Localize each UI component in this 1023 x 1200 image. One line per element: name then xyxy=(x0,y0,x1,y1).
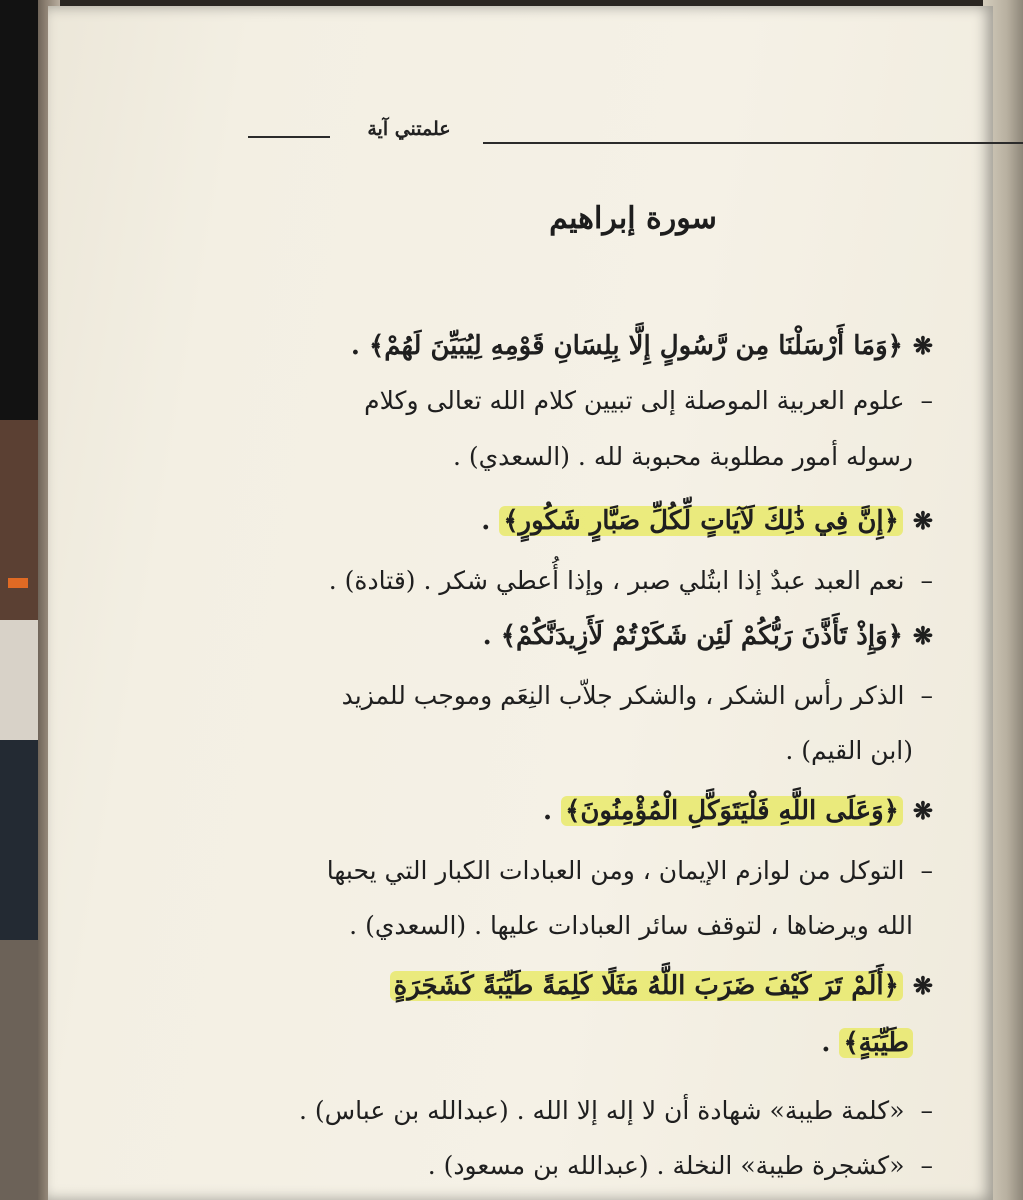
commentary-line xyxy=(183,1151,933,1180)
dash-icon: – xyxy=(920,1151,933,1180)
running-header xyxy=(248,118,1023,148)
verse-line xyxy=(183,971,933,1001)
verse-period: . xyxy=(821,1028,831,1058)
verse-text-highlighted: ﴿إِنَّ فِي ذَٰلِكَ لَآيَاتٍ لِّكُلِّ صَبَّارٍ شَكُورٍ﴾ xyxy=(499,506,903,536)
dash-icon: – xyxy=(920,566,933,595)
commentary-text: نعم العبد عبدٌ إذا ابتُلي صبر ، وإذا أُعطي شكر . (قتادة) . xyxy=(328,566,905,595)
verse-period: . xyxy=(542,796,553,826)
verse-period: . xyxy=(350,331,360,361)
commentary-text: (ابن القيم) . xyxy=(785,736,913,765)
verse-text: ﴿وَإِذْ تَأَذَّنَ رَبُّكُمْ لَئِن شَكَرْتُمْ لَأَزِيدَنَّكُمْ﴾ xyxy=(500,621,903,651)
commentary-line xyxy=(163,736,913,765)
commentary-line xyxy=(183,566,933,595)
verse-bullet-icon: ❋ xyxy=(912,621,933,650)
commentary-line xyxy=(183,386,933,415)
commentary-text: «كلمة طيبة» شهادة أن لا إله إلا الله . (عبدالله بن عباس) . xyxy=(299,1096,905,1125)
dash-icon: – xyxy=(920,681,933,710)
verse-line xyxy=(183,506,933,536)
verse-line xyxy=(183,331,933,361)
dash-icon: – xyxy=(920,1096,933,1125)
surah-title: سورة إبراهيم xyxy=(549,201,717,236)
verse-bullet-icon: ❋ xyxy=(912,796,933,825)
commentary-text: التوكل من لوازم الإيمان ، ومن العبادات الكبار التي يحبها xyxy=(326,856,905,885)
verse-text-highlighted: طَيِّبَةٍ﴾ xyxy=(839,1028,913,1058)
commentary-line xyxy=(163,911,913,940)
commentary-text: «كشجرة طيبة» النخلة . (عبدالله بن مسعود) . xyxy=(427,1151,905,1180)
verse-text-highlighted: ﴿أَلَمْ تَرَ كَيْفَ ضَرَبَ اللَّهُ مَثَلًا كَلِمَةً طَيِّبَةً كَشَجَرَةٍ xyxy=(390,971,903,1001)
verse-bullet-icon: ❋ xyxy=(912,331,933,360)
book-spine xyxy=(0,0,38,420)
dash-icon: – xyxy=(920,386,933,415)
commentary-text: الذكر رأس الشكر ، والشكر جلاّب النِعَم وموجب للمزيد xyxy=(341,681,905,710)
commentary-text: علوم العربية الموصلة إلى تبيين كلام الله تعالى وكلام xyxy=(364,386,905,415)
verse-bullet-icon: ❋ xyxy=(912,506,933,535)
verse-bullet-icon: ❋ xyxy=(912,971,933,1000)
commentary-text: رسوله أمور مطلوبة محبوبة لله . (السعدي) . xyxy=(452,442,913,471)
verse-period: . xyxy=(482,621,492,651)
verse-line xyxy=(183,621,933,651)
commentary-text: الله ويرضاها ، لتوقف سائر العبادات عليها . (السعدي) . xyxy=(349,911,913,940)
commentary-line xyxy=(163,442,913,471)
verse-line-continuation xyxy=(163,1028,913,1058)
commentary-line xyxy=(183,681,933,710)
commentary-line xyxy=(183,1096,933,1125)
commentary-line xyxy=(183,856,933,885)
book-page xyxy=(48,6,993,1200)
book-spine xyxy=(0,620,38,740)
verse-text-highlighted: ﴿وَعَلَى اللَّهِ فَلْيَتَوَكَّلِ الْمُؤْمِنُونَ﴾ xyxy=(561,796,903,826)
book-spine xyxy=(0,740,38,940)
verse-text: ﴿وَمَا أَرْسَلْنَا مِن رَّسُولٍ إِلَّا بِلِسَانِ قَوْمِهِ لِيُبَيِّنَ لَهُمْ﴾ xyxy=(368,331,903,361)
header-rule-left xyxy=(248,136,330,138)
verse-line xyxy=(183,796,933,826)
verse-period: . xyxy=(481,506,491,536)
running-title: علمتني آية xyxy=(367,118,451,140)
dash-icon: – xyxy=(920,856,933,885)
spine-label-accent xyxy=(8,578,28,588)
book-spine xyxy=(0,940,38,1200)
header-rule-right xyxy=(483,142,1023,144)
book-spine xyxy=(0,420,38,620)
